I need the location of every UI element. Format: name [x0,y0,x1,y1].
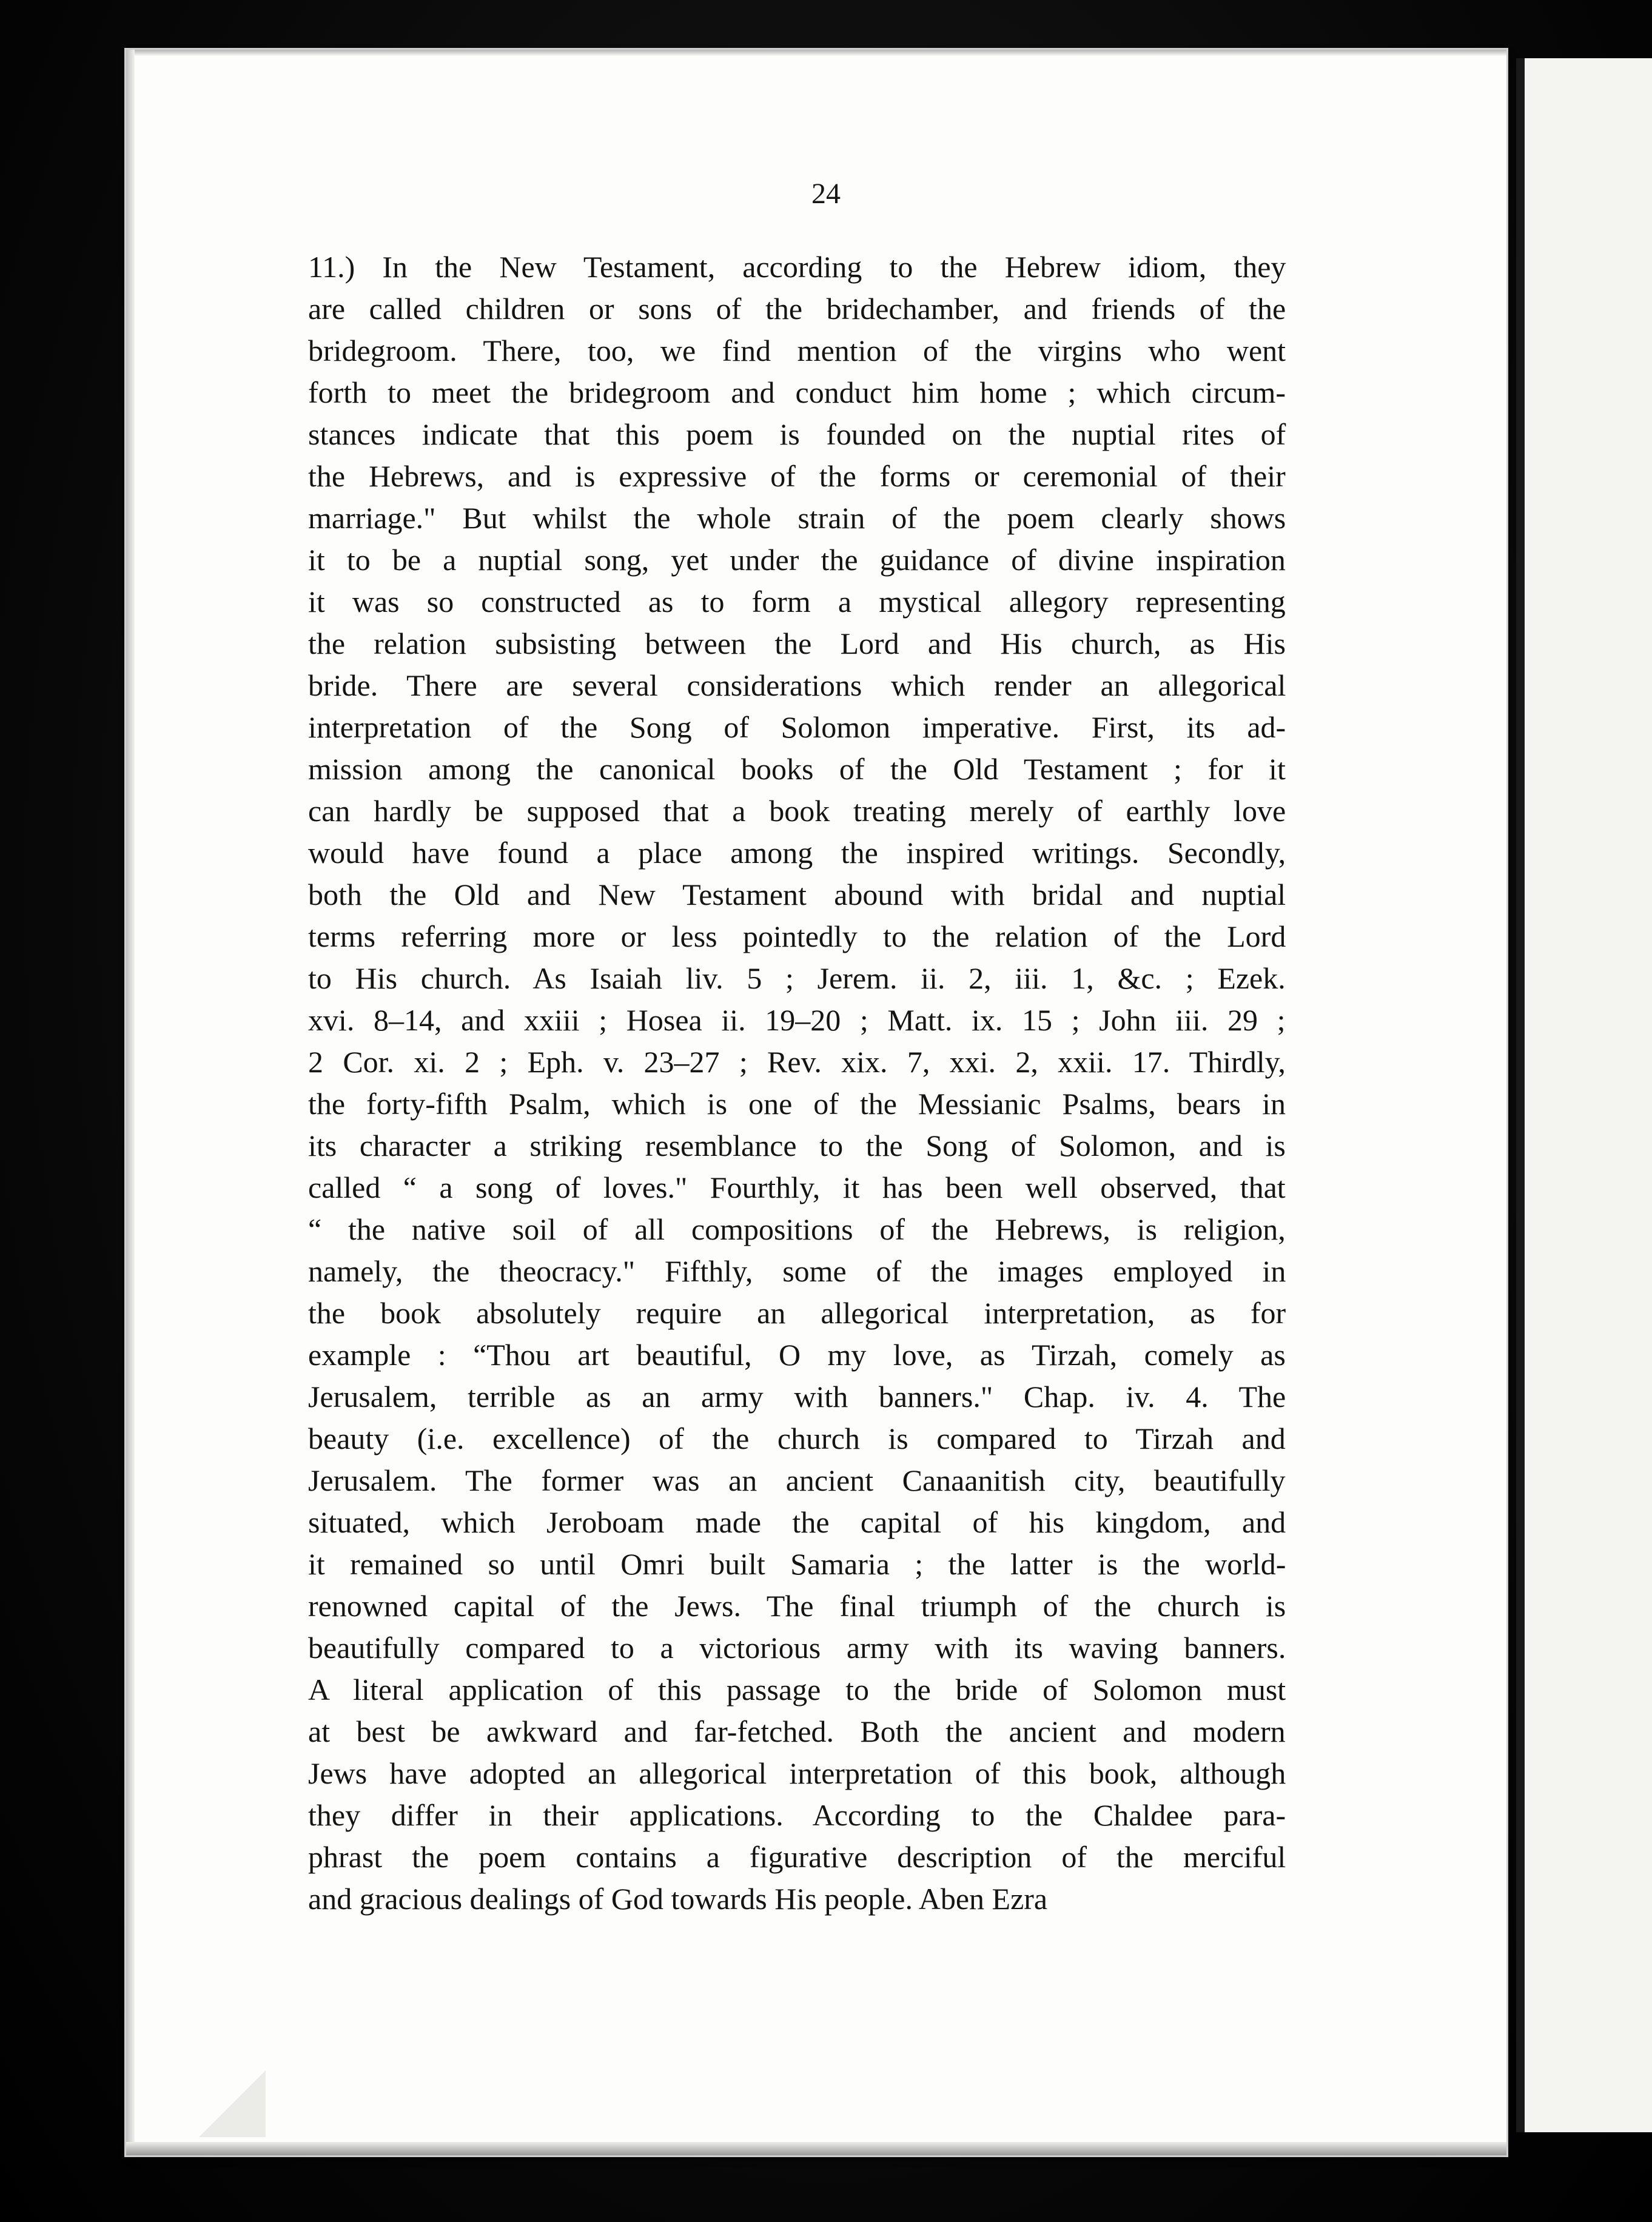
text-line: can hardly be supposed that a book treating merely of earthly love [308,794,1286,828]
text-line: it remained so until Omri built Samaria ; the latter is the world- [308,1547,1286,1581]
body-text [308,246,1286,1920]
text-line: namely, the theocracy." Fifthly, some of the images employed in [308,1254,1286,1288]
text-line: it was so constructed as to form a mystical allegory representing [308,585,1286,619]
text-line: marriage." But whilst the whole strain of the poem clearly shows [308,501,1286,535]
text-line: at best be awkward and far-fetched. Both the ancient and modern [308,1714,1286,1748]
text-line: called “ a song of loves." Fourthly, it has been well observed, that [308,1170,1286,1204]
text-line: interpretation of the Song of Solomon imperative. First, its ad- [308,710,1286,744]
text-line: both the Old and New Testament abound with bridal and nuptial [308,878,1286,911]
text-line: terms referring more or less pointedly to the relation of the Lord [308,919,1286,953]
text-line: the forty-fifth Psalm, which is one of the Messianic Psalms, bears in [308,1087,1286,1121]
text-line: the book absolutely require an allegorical interpretation, as for [308,1296,1286,1330]
text-line: phrast the poem contains a figurative description of the merciful [308,1840,1286,1874]
text-line: it to be a nuptial song, yet under the guidance of divine inspiration [308,543,1286,577]
text-line: renowned capital of the Jews. The final triumph of the church is [308,1589,1286,1623]
text-line: and gracious dealings of God towards His people. Aben Ezra [308,1882,1048,1916]
text-line: situated, which Jeroboam made the capital of his kingdom, and [308,1505,1286,1539]
page-bottom-edge [126,2142,1506,2155]
text-line: would have found a place among the inspired writings. Secondly, [308,836,1286,870]
text-line: xvi. 8–14, and xxiii ; Hosea ii. 19–20 ; Matt. ix. 15 ; John iii. 29 ; [308,1003,1286,1037]
page-number: 24 [811,178,841,210]
text-line: 11.) In the New Testament, according to the Hebrew idiom, they [308,250,1286,284]
text-line: bridegroom. There, too, we find mention of the virgins who went [308,334,1286,368]
text-line: A literal application of this passage to the bride of Solomon must [308,1673,1286,1707]
text-line: bride. There are several considerations which render an allegorical [308,668,1286,702]
text-line: forth to meet the bridegroom and conduct him home ; which circum- [308,375,1286,409]
text-line: Jews have adopted an allegorical interpretation of this book, although [308,1756,1286,1790]
page-top-edge [126,50,1506,56]
facing-page-edge [1516,58,1652,2132]
text-line: example : “Thou art beautiful, O my love, as Tirzah, comely as [308,1338,1286,1372]
text-line: Jerusalem, terrible as an army with banners." Chap. iv. 4. The [308,1380,1286,1414]
text-line: they differ in their applications. According to the Chaldee para- [308,1798,1286,1832]
text-line: beauty (i.e. excellence) of the church is compared to Tirzah and [308,1421,1286,1455]
text-line: the relation subsisting between the Lord and His church, as His [308,626,1286,660]
text-line: 2 Cor. xi. 2 ; Eph. v. 23–27 ; Rev. xix. 7, xxi. 2, xxii. 17. Thirdly, [308,1045,1286,1079]
text-line: its character a striking resemblance to the Song of Solomon, and is [308,1129,1286,1163]
page-corner-fold [199,2070,266,2137]
text-line: to His church. As Isaiah liv. 5 ; Jerem. ii. 2, iii. 1, &c. ; Ezek. [308,961,1286,995]
page-left-edge [126,50,135,2155]
text-line: are called children or sons of the bridechamber, and friends of the [308,292,1286,326]
text-line: mission among the canonical books of the Old Testament ; for it [308,752,1286,786]
text-line: beautifully compared to a victorious army with its waving banners. [308,1631,1286,1665]
text-line: the Hebrews, and is expressive of the forms or ceremonial of their [308,459,1286,493]
text-line: stances indicate that this poem is founded on the nuptial rites of [308,417,1286,451]
text-line: Jerusalem. The former was an ancient Canaanitish city, beautifully [308,1463,1286,1497]
text-line: “ the native soil of all compositions of the Hebrews, is religion, [308,1212,1286,1246]
